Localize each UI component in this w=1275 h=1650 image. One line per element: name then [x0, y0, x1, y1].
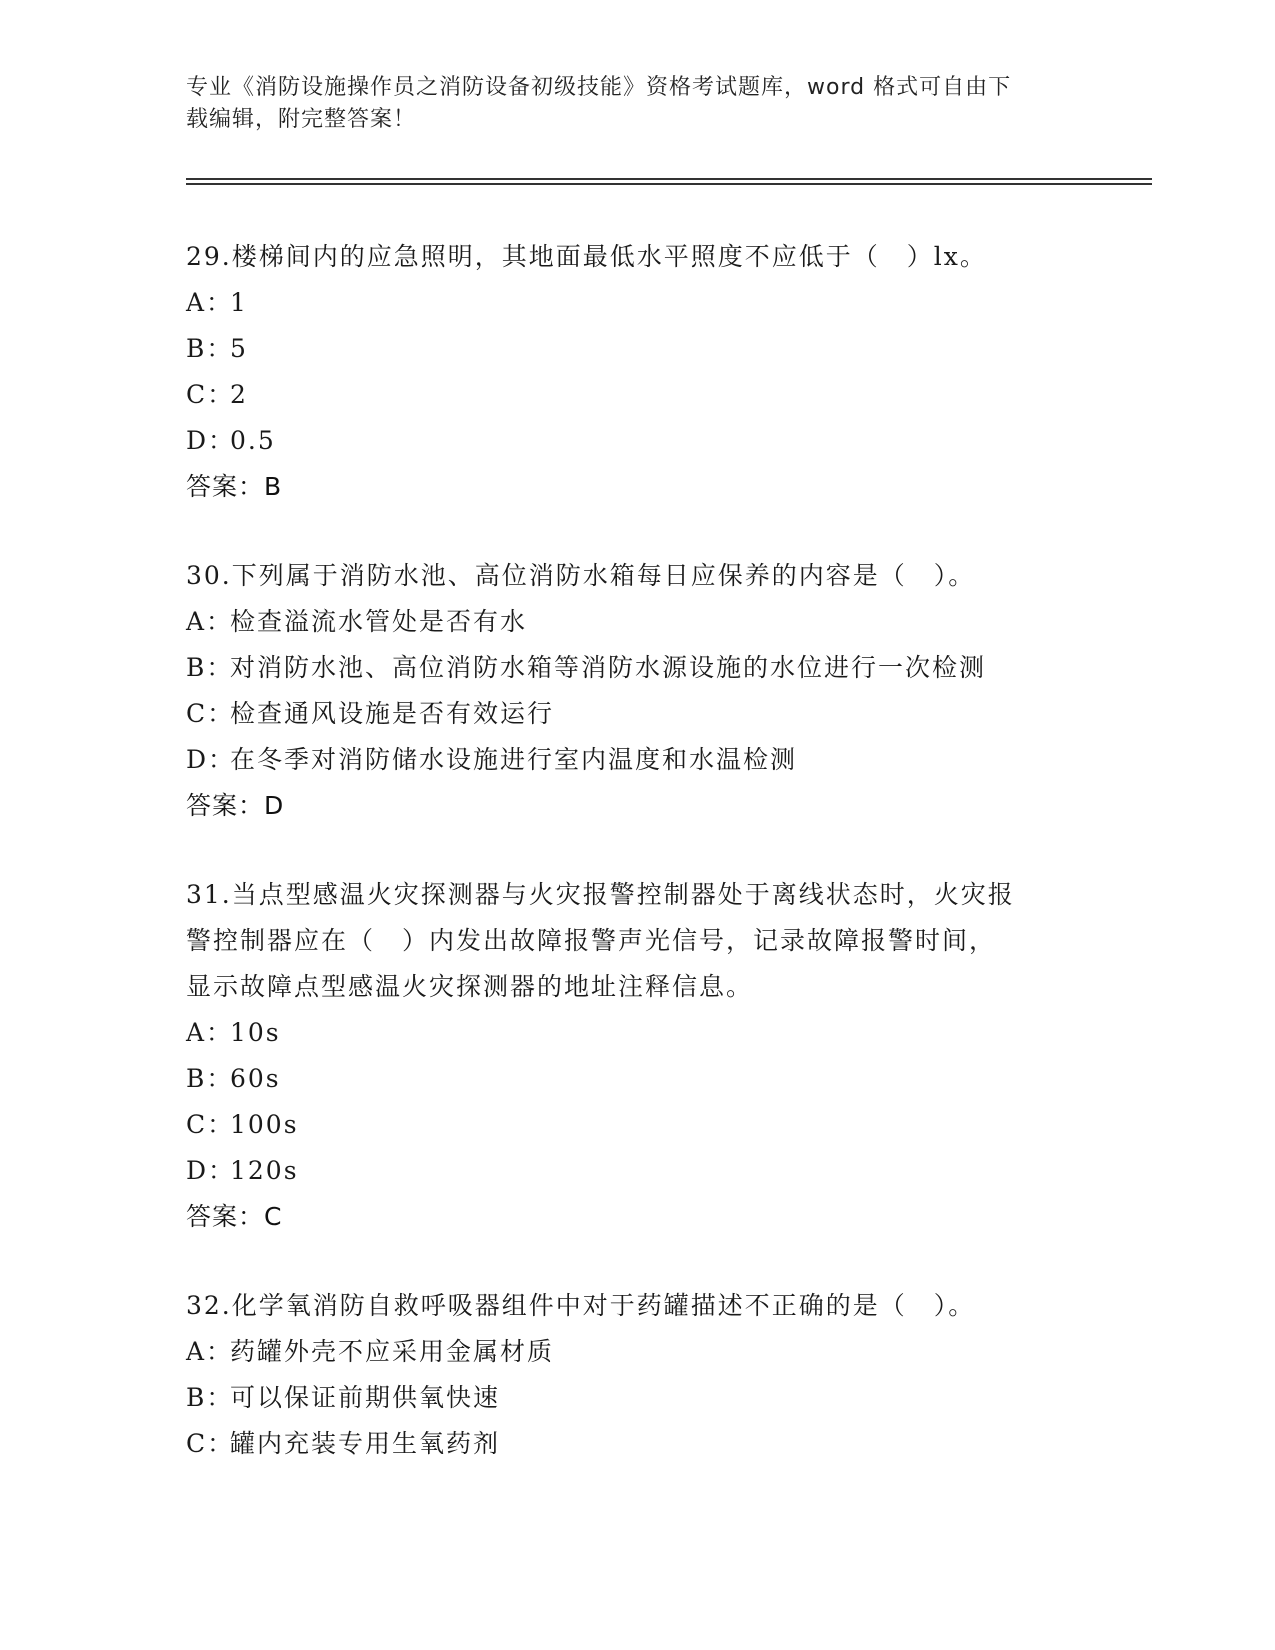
option-c: [186, 1102, 1086, 1148]
question-text-line-2: 警控制器应在（ ）内发出故障报警声光信号，记录故障报警时间，: [186, 926, 997, 955]
option-value: 2: [230, 380, 248, 409]
question-text: 30.下列属于消防水池、高位消防水箱每日应保养的内容是（ ）。: [186, 561, 976, 590]
option-value: 120s: [230, 1156, 299, 1185]
option-key: D：: [186, 426, 236, 455]
option-d: [186, 1148, 1086, 1194]
option-a: [186, 1010, 1086, 1056]
option-value: 5: [230, 334, 248, 363]
option-key: D：: [186, 745, 236, 774]
option-b: [186, 645, 1086, 691]
option-c: [186, 691, 1086, 737]
option-c: [186, 1421, 1086, 1467]
option-key: C：: [186, 1110, 235, 1139]
option-key: D：: [186, 1156, 236, 1185]
question-30: [186, 553, 1086, 829]
answer-line: 答案：C: [186, 1202, 283, 1231]
document-header-note: [186, 72, 1066, 136]
option-value: 检查溢流水管处是否有水: [230, 607, 528, 636]
option-d: [186, 418, 1086, 464]
header-line-1: 专业《消防设施操作员之消防设备初级技能》资格考试题库，word 格式可自由下: [186, 75, 1012, 100]
option-b: [186, 1375, 1086, 1421]
question-text-line-3: 显示故障点型感温火灾探测器的地址注释信息。: [186, 972, 754, 1001]
header-divider-top: [186, 178, 1152, 180]
question-31: [186, 872, 1086, 1240]
option-key: C：: [186, 1429, 235, 1458]
option-value: 可以保证前期供氧快速: [230, 1383, 501, 1412]
option-value: 60s: [230, 1064, 281, 1093]
option-value: 在冬季对消防储水设施进行室内温度和水温检测: [230, 745, 798, 774]
question-text: 29.楼梯间内的应急照明，其地面最低水平照度不应低于（ ）lx。: [186, 242, 987, 271]
option-b: [186, 326, 1086, 372]
option-value: 0.5: [230, 426, 276, 455]
option-b: [186, 1056, 1086, 1102]
header-line-2: 载编辑，附完整答案！: [186, 107, 417, 132]
option-key: C：: [186, 380, 235, 409]
option-value: 1: [230, 288, 248, 317]
option-key: B：: [186, 334, 234, 363]
option-key: A：: [186, 607, 234, 636]
option-key: A：: [186, 1018, 234, 1047]
option-key: A：: [186, 1337, 234, 1366]
option-a: [186, 599, 1086, 645]
question-text-line-1: 31.当点型感温火灾探测器与火灾报警控制器处于离线状态时，火灾报: [186, 880, 1015, 909]
option-c: [186, 372, 1086, 418]
option-key: B：: [186, 1064, 234, 1093]
option-value: 检查通风设施是否有效运行: [230, 699, 555, 728]
answer-line: 答案：D: [186, 791, 285, 820]
option-d: [186, 737, 1086, 783]
option-a: [186, 280, 1086, 326]
option-key: C：: [186, 699, 235, 728]
question-32: [186, 1283, 1086, 1467]
question-29: [186, 234, 1086, 510]
answer-line: 答案：B: [186, 472, 283, 501]
option-value: 100s: [230, 1110, 299, 1139]
option-value: 药罐外壳不应采用金属材质: [230, 1337, 555, 1366]
option-value: 10s: [230, 1018, 281, 1047]
option-key: A：: [186, 288, 234, 317]
option-value: 罐内充装专用生氧药剂: [230, 1429, 501, 1458]
option-key: B：: [186, 653, 234, 682]
header-divider-bottom: [186, 183, 1152, 185]
option-a: [186, 1329, 1086, 1375]
option-key: B：: [186, 1383, 234, 1412]
question-text: 32.化学氧消防自救呼吸器组件中对于药罐描述不正确的是（ ）。: [186, 1291, 976, 1320]
option-value: 对消防水池、高位消防水箱等消防水源设施的水位进行一次检测: [230, 653, 987, 682]
